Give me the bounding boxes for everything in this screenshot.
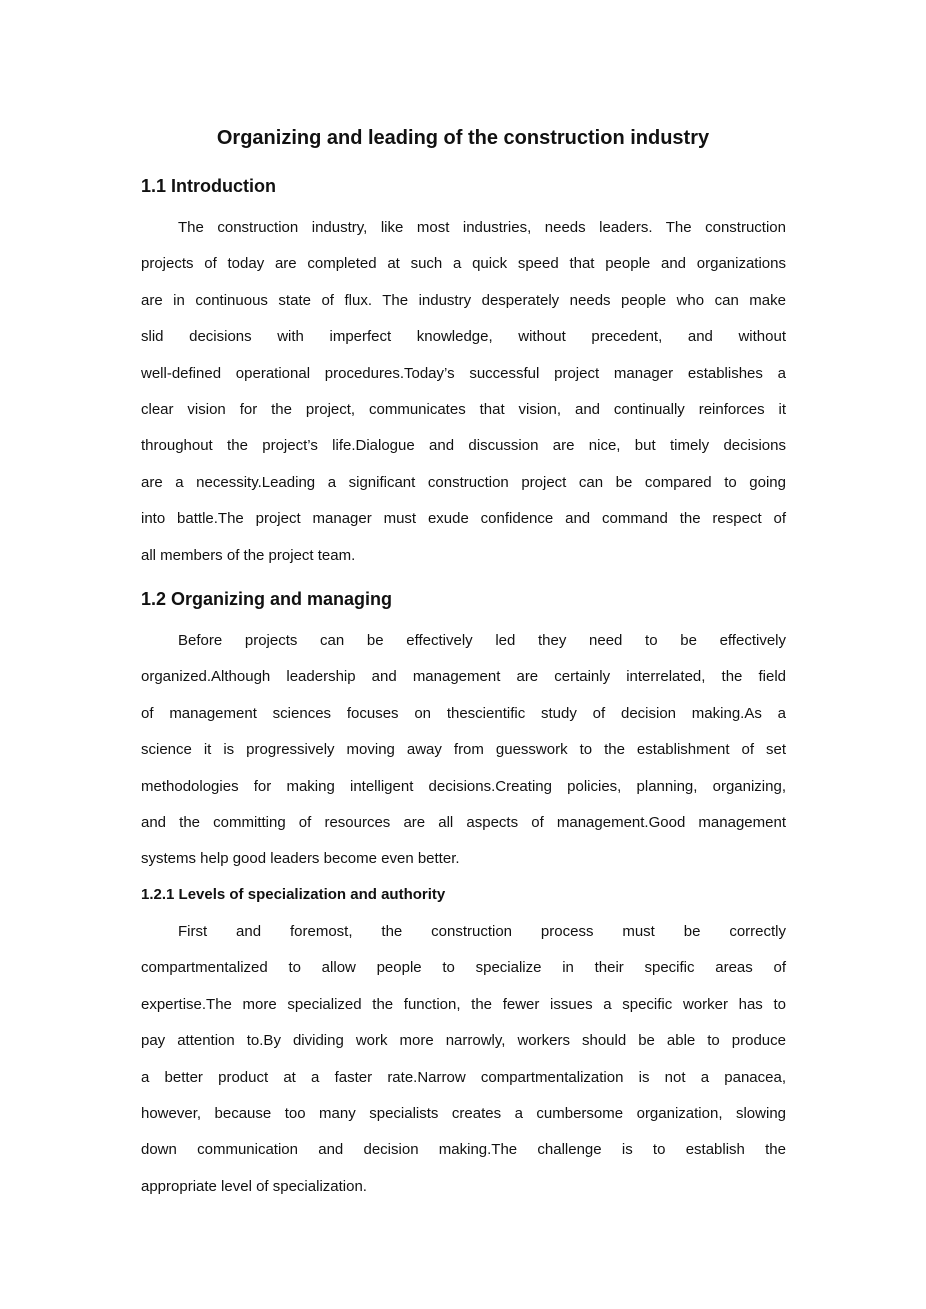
paragraph-introduction bbox=[141, 210, 786, 574]
text-line: slid decisions with imperfect knowledge, without precedent, and without bbox=[141, 328, 786, 346]
text-line: Before projects can be effectively led they need to be effectively bbox=[178, 632, 786, 649]
text-line: clear vision for the project, communicates that vision, and continually reinforces it bbox=[141, 400, 786, 418]
text-line: throughout the project’s life.Dialogue and discussion are nice, but timely decisions bbox=[141, 437, 786, 455]
text-line: however, because too many specialists creates a cumbersome organization, slowing bbox=[141, 1104, 786, 1122]
text-line: compartmentalized to allow people to specialize in their specific areas of bbox=[141, 959, 786, 977]
text-line: expertise.The more specialized the function, the fewer issues a specific worker has to bbox=[141, 995, 786, 1013]
text-line: pay attention to.By dividing work more narrowly, workers should be able to produce bbox=[141, 1032, 786, 1050]
text-line: all members of the project team. bbox=[141, 546, 356, 564]
text-line: methodologies for making intelligent decisions.Creating policies, planning, organizing, bbox=[141, 777, 786, 795]
heading-levels-specialization: 1.2.1 Levels of specialization and authority bbox=[141, 886, 446, 903]
text-line: are a necessity.Leading a significant construction project can be compared to going bbox=[141, 473, 786, 491]
text-line: down communication and decision making.The challenge is to establish the bbox=[141, 1141, 786, 1159]
text-line: organized.Although leadership and management are certainly interrelated, the field bbox=[141, 668, 786, 686]
heading-introduction: 1.1 Introduction bbox=[141, 176, 276, 196]
text-line: First and foremost, the construction process must be correctly bbox=[178, 923, 786, 940]
text-line: projects of today are completed at such a quick speed that people and organizations bbox=[141, 255, 786, 273]
document-title: Organizing and leading of the construction industry bbox=[216, 127, 710, 149]
text-line: The construction industry, like most industries, needs leaders. The construction bbox=[178, 219, 786, 236]
text-line: systems help good leaders become even better. bbox=[141, 850, 460, 868]
text-line: are in continuous state of flux. The industry desperately needs people who can make bbox=[141, 291, 786, 309]
paragraph-levels-specialization bbox=[141, 914, 786, 1205]
text-line: and the committing of resources are all aspects of management.Good management bbox=[141, 813, 786, 831]
text-line: science it is progressively moving away from guesswork to the establishment of set bbox=[141, 741, 786, 759]
text-line: of management sciences focuses on thescientific study of decision making.As a bbox=[141, 704, 786, 722]
heading-organizing-managing: 1.2 Organizing and managing bbox=[141, 589, 393, 609]
text-line: into battle.The project manager must exude confidence and command the respect of bbox=[141, 510, 786, 528]
text-line: a better product at a faster rate.Narrow compartmentalization is not a panacea, bbox=[141, 1068, 786, 1086]
text-line: appropriate level of specialization. bbox=[141, 1177, 367, 1195]
text-line: well-defined operational procedures.Today’s successful project manager establishes a bbox=[141, 364, 786, 382]
paragraph-organizing-managing bbox=[141, 623, 786, 878]
